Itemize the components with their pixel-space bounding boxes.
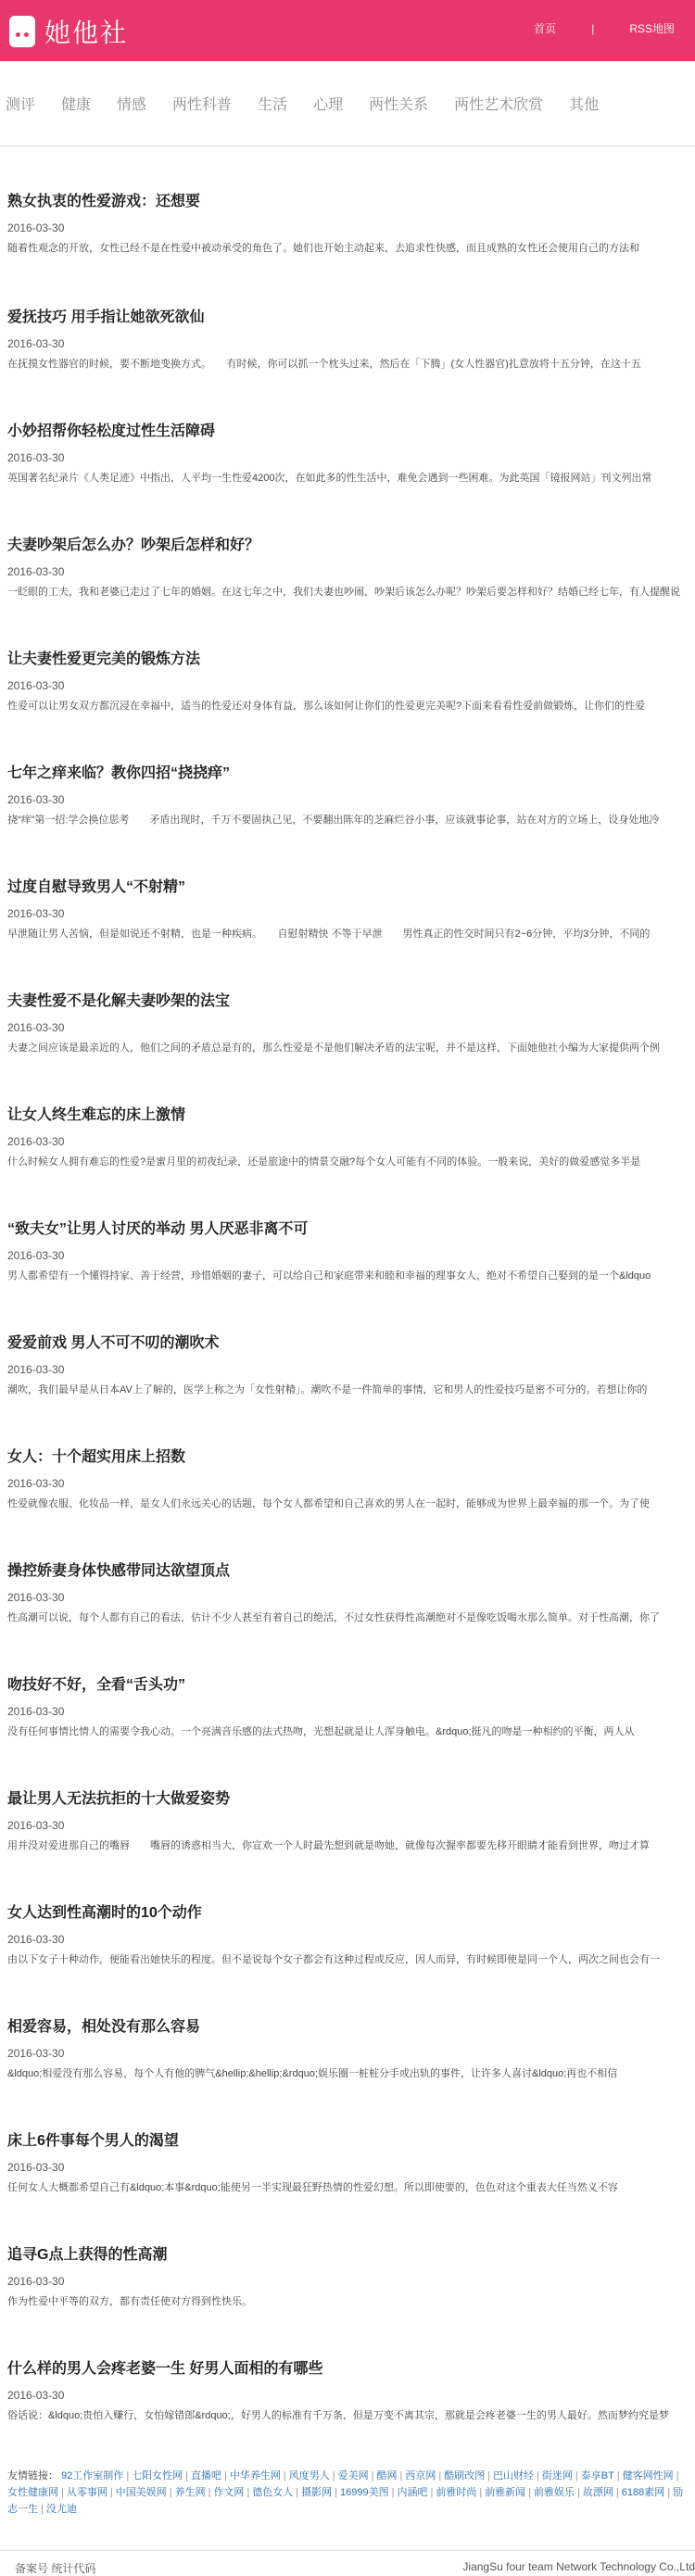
- friend-link[interactable]: 风度男人: [288, 2470, 330, 2481]
- article-summary: 用并没对爱进那自己的嘴唇 嘴唇的诱惑相当大，你宣欢一个人时最先想到就是吻她，就像每次握率都要先移开眼睛才能看到世界，吻过才算: [7, 1840, 650, 1850]
- friend-link[interactable]: 酷网: [376, 2470, 398, 2481]
- friend-link-separator: |: [126, 2470, 130, 2481]
- friend-link[interactable]: 前雅时尚: [436, 2487, 477, 2498]
- site-logo[interactable]: [9, 13, 128, 50]
- site-header: [0, 0, 695, 61]
- friend-link[interactable]: 中华养生网: [229, 2470, 281, 2481]
- footer-record-info: 备案号 统计代码: [15, 2562, 96, 2575]
- nav-item[interactable]: 两性关系: [369, 97, 429, 113]
- footer-company: JiangSu four team Network Technology Co.,Ltd: [462, 2560, 695, 2573]
- article-title-link[interactable]: “致夫女”让男人讨厌的举动 男人厌恶非离不可: [7, 1221, 309, 1237]
- nav-item[interactable]: 两性艺术欣赏: [454, 97, 544, 113]
- article-summary: 性爱就像农服、化妆品一样，是女人们永远关心的话题，每个女人都希望和自己喜欢的男人在一起时，能够成为世界上最幸福的那一个。为了使: [7, 1498, 650, 1509]
- friend-link[interactable]: 酷刷改图: [444, 2470, 486, 2481]
- friend-link-separator: |: [399, 2470, 403, 2481]
- article-summary: 一眨眼的工夫，我和老婆已走过了七年的婚姻。在这七年之中，我们夫妻也吵闹，吵架后该怎么办呢？吵架后要怎样和好？结婚已经七年，有人提醒说: [7, 587, 680, 597]
- article-date: 2016-03-30: [7, 451, 65, 464]
- article-item: [7, 1970, 688, 2084]
- logo-icon: [9, 16, 35, 47]
- friend-link-separator: |: [667, 2487, 671, 2498]
- friend-link[interactable]: 七阳女性网: [132, 2470, 183, 2481]
- friend-link-separator: |: [61, 2487, 64, 2498]
- article-summary: 没有任何事情比情人的需要令我心动。一个亮满音乐感的法式热吻，光想起就是让人浑身触电。&rdquo;挺凡的吻是一种相约的平衡，两人从: [7, 1726, 635, 1736]
- nav-item[interactable]: 生活: [258, 97, 288, 113]
- friend-link-separator: |: [283, 2470, 286, 2481]
- friend-link-separator: |: [208, 2487, 211, 2498]
- friend-link-separator: |: [185, 2470, 189, 2481]
- article-date: 2016-03-30: [7, 2047, 65, 2060]
- article-item: [7, 944, 688, 1058]
- article-item: [7, 602, 688, 716]
- friend-link[interactable]: 前雅娱乐: [534, 2487, 575, 2498]
- article-title-link[interactable]: 床上6件事每个男人的渴望: [7, 2133, 179, 2149]
- article-title-link[interactable]: 什么样的男人会疼老婆一生 好男人面相的有哪些: [7, 2361, 323, 2377]
- friend-link-separator: |: [616, 2470, 620, 2481]
- nav-item[interactable]: 两性科普: [172, 97, 233, 113]
- friend-link[interactable]: 故漂网: [582, 2487, 613, 2498]
- article-title-link[interactable]: 让女人终生难忘的床上激情: [7, 1107, 186, 1123]
- article-summary: 潮吹，我们最早是从日本AV上了解的，医学上称之为「女性射精」。潮吹不是一件简单的事情，它和男人的性爱技巧是密不可分的。若想让你的: [7, 1384, 648, 1395]
- top-links-separator: |: [591, 21, 595, 35]
- article-date: 2016-03-30: [7, 793, 65, 806]
- article-title-link[interactable]: 女人达到性高潮时的10个动作: [7, 1905, 202, 1921]
- article-item: [7, 1286, 688, 1400]
- friend-link-separator: |: [528, 2487, 532, 2498]
- article-title-link[interactable]: 爱抚技巧 用手指让她欲死欲仙: [7, 309, 205, 325]
- friend-link[interactable]: 前雅新闻: [485, 2487, 526, 2498]
- article-item: [7, 260, 688, 374]
- friend-link[interactable]: 女性健康网: [7, 2487, 58, 2498]
- article-date: 2016-03-30: [7, 1135, 65, 1148]
- article-date: 2016-03-30: [7, 1933, 65, 1946]
- article-title-link[interactable]: 夫妻性爱不是化解夫妻吵架的法宝: [7, 993, 231, 1009]
- logo-text: 她他社: [44, 19, 129, 47]
- article-title-link[interactable]: 最让男人无法抗拒的十大做爱姿势: [7, 1791, 231, 1807]
- nav-item[interactable]: 心理: [313, 97, 344, 113]
- friend-link-separator: |: [296, 2487, 299, 2498]
- article-date: 2016-03-30: [7, 1705, 65, 1718]
- friend-links: [7, 2468, 688, 2518]
- friend-link-separator: |: [479, 2487, 483, 2498]
- article-title-link[interactable]: 相爱容易，相处没有那么容易: [7, 2019, 201, 2035]
- top-links: [534, 20, 675, 36]
- article-summary: 在抚摸女性器官的时候，要不断地变换方式。 有时候，你可以抓一个枕头过来，然后在「下腾」(女人性器官)扎意放将十五分钟，在这十五: [7, 359, 641, 369]
- article-date: 2016-03-30: [7, 2389, 65, 2402]
- nav-item[interactable]: 其他: [569, 97, 600, 113]
- article-title-link[interactable]: 爱爱前戏 男人不可不叨的潮吹术: [7, 1335, 220, 1351]
- friend-link-separator: |: [438, 2470, 442, 2481]
- friend-link[interactable]: 泰享BT: [580, 2470, 614, 2481]
- article-summary: 性高潮可以说，每个人都有自己的看法，估计不少人甚至有着自己的绝活，不过女性获得性高潮绝对不是像吃饭喝水那么简单。对于性高潮，你了: [7, 1612, 660, 1623]
- article-item: [7, 1058, 688, 1172]
- friend-link[interactable]: 直播吧: [191, 2470, 222, 2481]
- article-item: [7, 2084, 688, 2198]
- article-summary: 男人都希望有一个懂得持家、善于经营，珍惜婚姻的妻子，可以给自己和家庭带来和睦和幸福的理事女人，绝对不希望自己娶到的是一个&ldquo: [7, 1270, 651, 1281]
- friend-link-separator: |: [109, 2487, 113, 2498]
- article-date: 2016-03-30: [7, 337, 65, 350]
- article-list: [0, 146, 695, 2426]
- friend-link-separator: |: [430, 2487, 434, 2498]
- article-summary: 俗话说：&ldquo;贵怕入赚行，女怕嫁错郎&rdquo;，好男人的标准有千万条，但是万变不离其宗，那就是会疼老婆一生的男人最好。然而梦约究是梦: [7, 2410, 669, 2420]
- article-summary: 随着性观念的开放，女性已经不是在性爱中被动承受的角色了。她们也开始主动起来，去追求性快感，而且成熟的女性还会使用自己的方法和: [7, 243, 639, 253]
- article-item: [7, 830, 688, 944]
- friend-link-separator: |: [371, 2470, 374, 2481]
- article-item: [7, 2198, 688, 2312]
- friend-link[interactable]: 爱美网: [337, 2470, 369, 2481]
- article-title-link[interactable]: 女人：十个超实用床上招数: [7, 1449, 186, 1465]
- friend-links-label: 友情链接：: [7, 2470, 58, 2481]
- friend-link[interactable]: 内涵吧: [397, 2487, 428, 2498]
- friend-link[interactable]: 92工作室制作: [61, 2470, 124, 2481]
- friend-link[interactable]: 没尤迪: [45, 2504, 77, 2515]
- article-date: 2016-03-30: [7, 1249, 65, 1262]
- home-link[interactable]: 首页: [534, 22, 557, 35]
- article-summary: 夫妻之间应该是最亲近的人，他们之间的矛盾总是有的，那么性爱是不是他们解决矛盾的法宝呢，并不是这样，下面她他社小编为大家提供两个例: [7, 1042, 660, 1053]
- friend-link[interactable]: 德色女人: [252, 2487, 294, 2498]
- article-item: [7, 1172, 688, 1286]
- article-date: 2016-03-30: [7, 679, 65, 692]
- friend-link-separator: |: [487, 2470, 491, 2481]
- friend-link[interactable]: 摄影网: [301, 2487, 333, 2498]
- article-title-link[interactable]: 吻技好不好，全看“舌头功”: [7, 1677, 186, 1693]
- article-item: [7, 716, 688, 830]
- article-date: 2016-03-30: [7, 907, 65, 920]
- friend-link-separator: |: [615, 2487, 619, 2498]
- article-title-link[interactable]: 七年之痒来临？教你四招“挠挠痒”: [7, 765, 231, 781]
- article-item: [7, 146, 688, 260]
- article-summary: 英国著名纪录片《人类足迹》中指出，人平均一生性爱4200次，在如此多的性生活中，难免会遇到一些困难。为此英国「镜报网站」刊文列出常: [7, 473, 652, 483]
- article-summary: &ldquo;相爱没有那么容易，每个人有他的脾气&hellip;&hellip;&rdquo;娱乐圈一桩桩分手或出轨的事件，让许多人喜讨&ldquo;再也不相信: [7, 2068, 618, 2078]
- article-title-link[interactable]: 夫妻吵架后怎么办？吵架后怎样和好？: [7, 537, 260, 553]
- article-title-link[interactable]: 追寻G点上获得的性高潮: [7, 2247, 168, 2263]
- nav-item[interactable]: 健康: [61, 97, 92, 113]
- article-summary: 任何女人大概都希望自己有&ldquo;本事&rdquo;能使另一半实现最狂野热情的性爱幻想。所以即使要的，色色对这个重表大任当然义不容: [7, 2182, 618, 2192]
- article-item: [7, 2312, 688, 2426]
- article-item: [7, 488, 688, 602]
- article-date: 2016-03-30: [7, 1363, 65, 1376]
- friend-link-separator: |: [537, 2470, 539, 2481]
- article-item: [7, 1514, 688, 1628]
- article-item: [7, 1856, 688, 1970]
- friend-link[interactable]: 西京网: [405, 2470, 436, 2481]
- rss-map-link[interactable]: RSS地图: [629, 22, 675, 35]
- article-summary: 挠“痒”第一招:学会换位思考 矛盾出现时，千万不要固执己见，不要翻出陈年的芝麻烂谷小事，应该就事论事，站在对方的立场上，设身处地冷: [7, 814, 660, 825]
- friend-link[interactable]: 健客网性网: [622, 2470, 674, 2481]
- friend-link-separator: |: [169, 2487, 172, 2498]
- nav-item[interactable]: 情感: [117, 97, 147, 113]
- article-title-link[interactable]: 过度自慰导致男人“不射精”: [7, 879, 186, 895]
- article-date: 2016-03-30: [7, 1819, 65, 1832]
- friend-link[interactable]: 作文网: [213, 2487, 245, 2498]
- article-title-link[interactable]: 让夫妻性爱更完美的锻炼方法: [7, 651, 201, 667]
- article-date: 2016-03-30: [7, 1477, 65, 1490]
- friend-link-separator: |: [577, 2487, 580, 2498]
- article-summary: 早泄随让男人苦恼，但是如说还不射精，也是一种疾病。 自慰射精快 不等于早泄 男性真正的性交时间只有2~6分钟，平均3分钟，不同的: [7, 928, 651, 939]
- article-date: 2016-03-30: [7, 1021, 65, 1034]
- article-summary: 由以下女子十种动作，便能看出她快乐的程度。但不是说每个女子都会有这种过程或反应，因人而异，有时候即使是同一个人，两次之间也会有一: [7, 1954, 660, 1964]
- article-date: 2016-03-30: [7, 2161, 65, 2174]
- article-date: 2016-03-30: [7, 565, 65, 578]
- article-date: 2016-03-30: [7, 1591, 65, 1604]
- article-item: [7, 1742, 688, 1856]
- friend-link-separator: |: [391, 2487, 395, 2498]
- friend-link[interactable]: 养生网: [174, 2487, 206, 2498]
- category-nav: [0, 61, 695, 146]
- article-item: [7, 374, 688, 488]
- article-item: [7, 1628, 688, 1742]
- friend-link[interactable]: 街迷网: [541, 2470, 573, 2481]
- article-date: 2016-03-30: [7, 221, 65, 234]
- friend-link-separator: |: [575, 2470, 578, 2481]
- friend-link[interactable]: 励志一生: [7, 2487, 684, 2515]
- article-summary: 什么时候女人拥有难忘的性爱?是蜜月里的初夜纪录，还是旅途中的情景交融?每个女人可能有不同的体验。一般来说，美好的做爱感觉多半是: [7, 1156, 641, 1167]
- article-title-link[interactable]: 小妙招帮你轻松度过性生活障碍: [7, 423, 216, 439]
- friend-link[interactable]: 从零事网: [66, 2487, 107, 2498]
- friend-link-separator: |: [332, 2470, 335, 2481]
- article-date: 2016-03-30: [7, 2275, 65, 2288]
- friend-link-separator: |: [41, 2504, 44, 2515]
- site-footer: [0, 2550, 695, 2576]
- article-title-link[interactable]: 熟女执衷的性爱游戏：还想要: [7, 194, 201, 209]
- article-item: [7, 1400, 688, 1514]
- friend-link-separator: |: [676, 2470, 679, 2481]
- friend-link-separator: |: [246, 2487, 250, 2498]
- friend-link[interactable]: 16999美图: [340, 2487, 389, 2498]
- article-summary: 作为性爱中平等的双方，都有责任使对方得到性快乐。: [7, 2296, 252, 2306]
- friend-link[interactable]: 中国美娱网: [115, 2487, 167, 2498]
- article-title-link[interactable]: 操控娇妻身体快感带同达欲望顶点: [7, 1563, 231, 1579]
- friend-link[interactable]: 巴山财经: [493, 2470, 535, 2481]
- friend-link[interactable]: 6188素网: [621, 2487, 665, 2498]
- nav-item[interactable]: 测评: [6, 97, 36, 113]
- friend-link-separator: |: [335, 2487, 338, 2498]
- article-summary: 性爱可以让男女双方都沉浸在幸福中，适当的性爱还对身体有益，那么该如何让你们的性爱更完美呢?下面来看看性爱前做锻炼，让你们的性爱: [7, 701, 646, 711]
- friend-link-separator: |: [224, 2470, 227, 2481]
